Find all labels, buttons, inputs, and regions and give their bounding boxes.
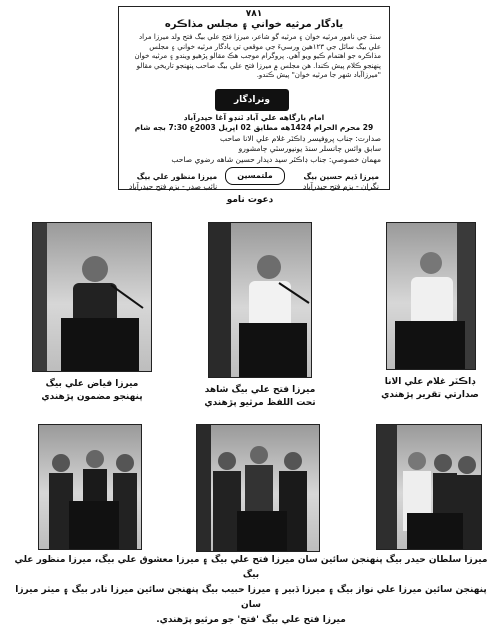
caption-name: ميرزا فياض علي بيگ (45, 379, 139, 389)
page-number: ٧٨١ (245, 9, 263, 19)
photo-figure (39, 425, 142, 550)
photo-figure (387, 223, 476, 370)
president-title-line: سابق وائس چانسلر سنڌ يونيورسٽي ڄامشورو (238, 144, 381, 153)
invitation-card (118, 6, 390, 190)
bottom-caption-line2: پنهنجن سائين ميرزا علي نواز بيگ ۽ ميرزا ڏبير ۽ ميرزا حبيب بيگ پنهنجن سائين ميرزا نادر بيگ ۽ ميٺر ميرزا سان (15, 585, 487, 610)
badge: ملتمسين (225, 167, 285, 185)
event-logo: ونرادگار (215, 89, 289, 111)
photo-group-1 (38, 424, 142, 550)
bottom-caption-line3: ميرزا فتح علي بيگ 'فتح' جو مرثيو پڙهندي. (156, 615, 346, 625)
signer-left-name: ميرزا منظور علي بيگ (136, 172, 218, 181)
signer-left (129, 172, 217, 192)
signer-right (303, 172, 379, 192)
venue-line: امام بارگاهه علي آباد ٽنڊو آغا حيدرآباد (183, 113, 325, 122)
photo-figure (377, 425, 482, 550)
photo-caption-2 (196, 384, 324, 410)
invitation-heading: يادگار مرثيه خواني ۽ مجلس مذاڪره (164, 19, 344, 30)
signer-left-title: نائب صدر - بزم فتح حيدرآباد (129, 182, 218, 191)
signer-right-name: ميرزا ڏيم حسين بيگ (303, 172, 379, 181)
photo-group-2 (196, 424, 320, 552)
photo-caption-1 (24, 378, 160, 404)
caption-desc: تحت اللفظ مرثيو پڙهندي (204, 398, 316, 408)
bottom-caption (12, 553, 490, 628)
photo-caption-3 (366, 376, 494, 402)
caption-desc: صدارتي تقرير پڙهندي (381, 390, 479, 400)
photo-speaker-3 (386, 222, 476, 370)
caption-name: ميرزا فتح علي بيگ شاهد (204, 385, 316, 395)
president-line: صدارت: جناب پروفيسر ڊاڪٽر غلام علي الانا صاحب (219, 134, 381, 143)
photo-speaker-2 (208, 222, 312, 378)
photo-speaker-1 (32, 222, 152, 372)
photo-figure (209, 223, 312, 378)
caption-name: ڊاڪٽر غلام علي الانا (384, 377, 476, 387)
date-line: 29 محرم الحرام 1424هه مطابق 02 اپريل 2003ع 7:30 بجه شام (134, 123, 374, 132)
chief-guest-line: مهمان خصوصي: جناب ڊاڪٽر سيد ديدار حسين شاهه رضوي صاحب (171, 155, 381, 164)
invitation-body: سنڌ جي نامور مرثيه خوان ۽ مرثيه گو شاعر، ميرزا فتح علي بيگ فتح ولد ميرزا مراد علي بيگ سائل جي ١٢٣هين ورسيءَ جي موقعي تي يادگار مرثيه خواني ۽ مجلس مذاڪره جو اهتمام ڪيو ويو آهي. پروگرام موجب هڪ مقالو پڙهيو ويندو ۽ مرثيه خوان پنهنجو ڪلام پيش ڪندا. هن مجلس ۾ ميرزا فتح علي بيگ صاحب پنهنجو تاريخي مقالو "ميرزاآباد شهر جا مرثيه خوان" پيش ڪندو. (134, 33, 381, 79)
caption-desc: پنهنجو مضمون پڙهندي (41, 392, 143, 402)
photo-figure (197, 425, 320, 552)
photo-group-3 (376, 424, 482, 550)
bottom-caption-line1: ميرزا سلطان حيدر بيگ پنهنجن سائين سان ميرزا فتح علي بيگ ۽ ميرزا معشوق علي بيگ، ميرزا منظور علي بيگ (14, 555, 488, 580)
invitation-caption: دعوت نامو (226, 195, 274, 205)
signer-right-title: نگران - بزم فتح حيدرآباد (302, 182, 379, 191)
photo-figure (33, 223, 152, 372)
